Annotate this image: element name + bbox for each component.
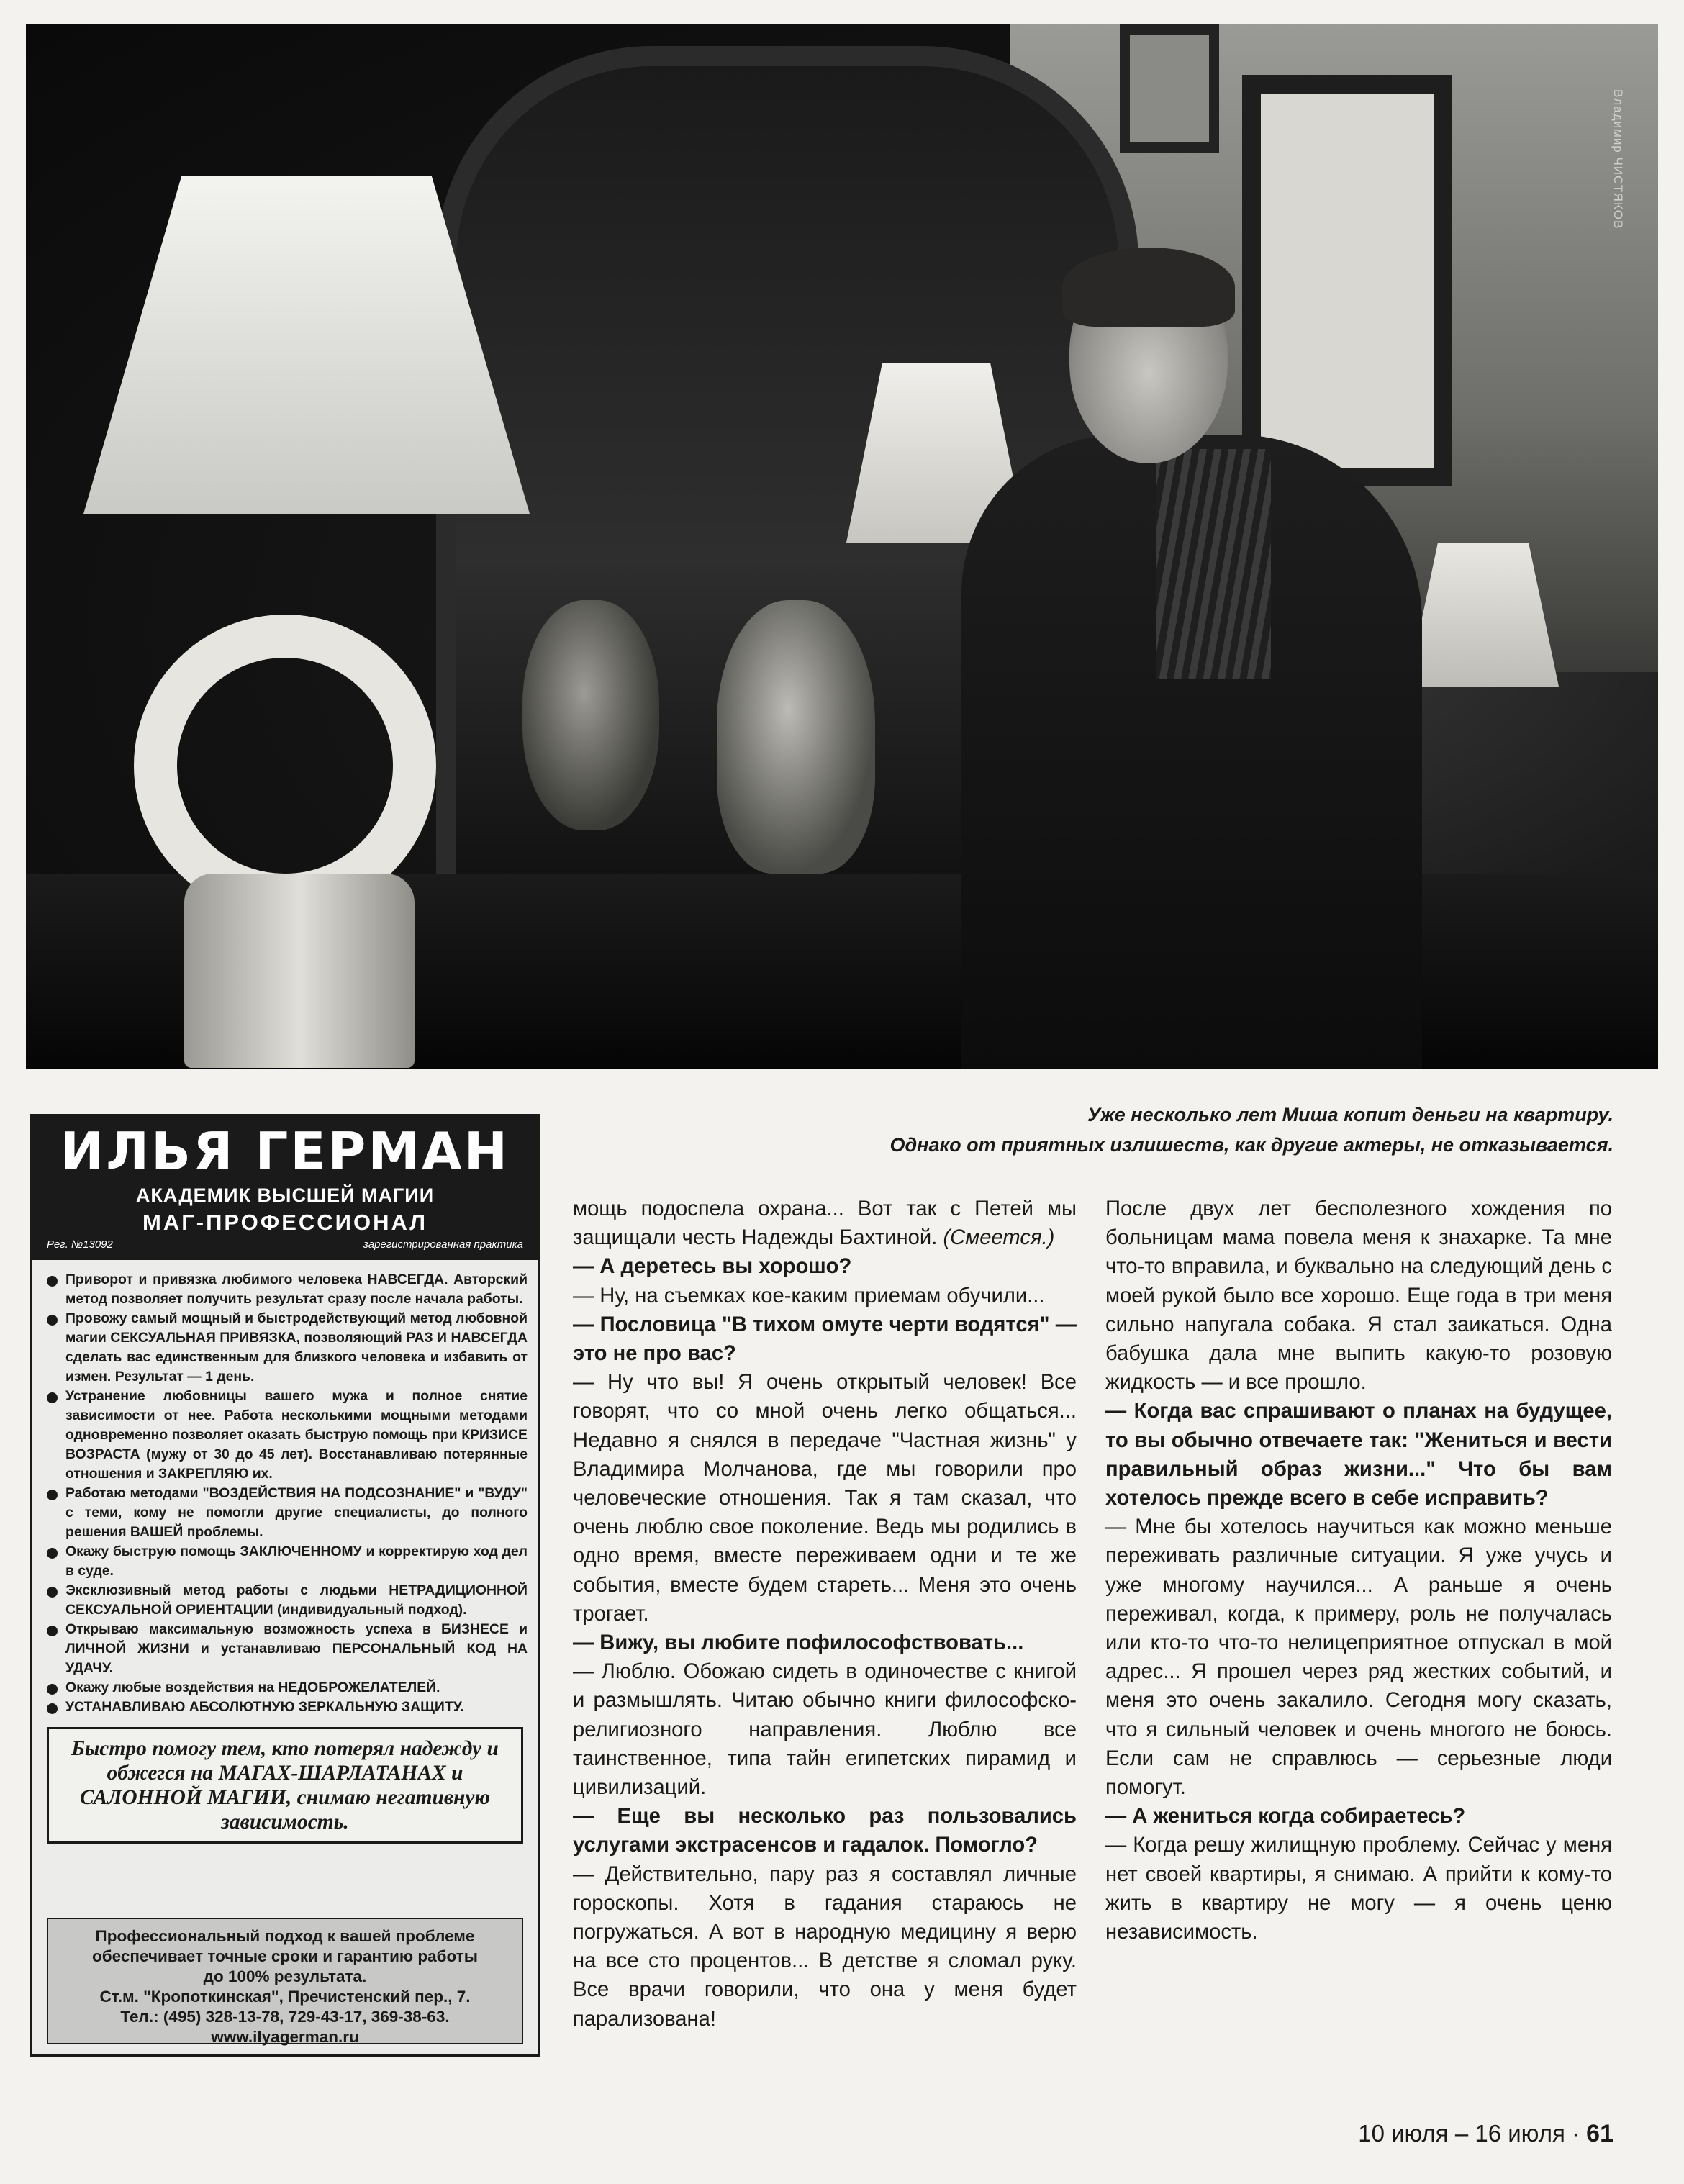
caption-line-2: Однако от приятных излишеств, как другие актеры, не отказывается. (889, 1134, 1613, 1156)
stage-direction: (Смеется.) (943, 1226, 1055, 1250)
ad-phones: Тел.: (495) 328-13-78, 729-43-17, 369-38-63. (120, 2008, 450, 2026)
photo-lamp-ring (134, 615, 436, 917)
photo-lamp-base (184, 874, 415, 1068)
ad-address: Ст.м. "Кропоткинская", Пречистенский пер., 7. (99, 1988, 471, 2006)
page-footer (1358, 2120, 1613, 2148)
ad-service-list (32, 1270, 538, 1717)
answer: — Ну, на съемках кое-каким приемам обучили... (573, 1284, 1045, 1308)
ad-service-item: Приворот и привязка любимого человека НАВСЕГДА. Авторский метод позволяет получить результат сразу после начала работы. (44, 1270, 528, 1309)
article-column-2 (1105, 1195, 1612, 1947)
question: — Еще вы несколько раз пользовались услугами экстрасенсов и гадалок. Помогло? (573, 1805, 1077, 1857)
ad-service-item: Эксклюзивный метод работы с людьми НЕТРАДИЦИОННОЙ СЕКСУАЛЬНОЙ ОРИЕНТАЦИИ (индивидуальный подход). (44, 1581, 528, 1620)
answer: — Мне бы хотелось научиться как можно меньше переживать различные ситуации. Я уже учусь и уже многому научился... А раньше я очень переживал, когда, к примеру, роль не получалась или кто-то что-то нелицеприятное отпускал в мой адрес... Я прошел через ряд жестких событий, и меня это очень закалило. Сегодня могу сказать, что я сильный человек и очень многого не боюсь. Если сам не справлюсь — серьезные люди помогут. (1105, 1515, 1612, 1800)
ad-contact-line: обеспечивает точные сроки и гарантию работы (92, 1947, 478, 1965)
ad-service-item: Окажу быструю помощь ЗАКЛЮЧЕННОМУ и корректирую ход дел в суде. (44, 1542, 528, 1581)
ad-website: www.ilyagerman.ru (211, 2028, 359, 2046)
question: — А жениться когда собираетесь? (1105, 1805, 1466, 1829)
paragraph (573, 1195, 1077, 1252)
photo-credit: Владимир ЧИСТЯКОВ (1611, 89, 1625, 230)
photo-small-frame (1120, 24, 1219, 153)
page-number: 61 (1586, 2120, 1613, 2147)
ad-service-item: Устранение любовницы вашего мужа и полное снятие зависимости от нее. Работа несколькими мощными методами одновременно позволяет оказать быструю помощь при КРИЗИСЕ ВОЗРАСТА (мужу от 30 до 45 лет). Восстанавливаю потерянные отношения и ЗАКРЕПЛЯЮ их. (44, 1387, 528, 1484)
answer: — Действительно, пару раз я составлял личные гороскопы. Хотя в гадания стараюсь не погружаться. А вот в народную медицину я верю на все сто процентов... В детстве я сломал руку. Все врачи говорили, что она у меня будет парализована! (573, 1862, 1077, 2031)
answer: — Люблю. Обожаю сидеть в одиночестве с книгой и размышлять. Читаю обычно книги философско-религиозного направления. Люблю все таинственное, типа тайн египетских пирамид и цивилизаций. (573, 1660, 1077, 1800)
ad-subtitle-1: АКАДЕМИК ВЫСШЕЙ МАГИИ (135, 1184, 435, 1206)
question: — Когда вас спрашивают о планах на будущее, то вы обычно отвечаете так: "Жениться и вести правильный образ жизни..." Что бы вам хотелось прежде всего в себе исправить? (1105, 1400, 1612, 1510)
question: — Вижу, вы любите пофилософствовать... (573, 1631, 1024, 1655)
ad-service-item: УСТАНАВЛИВАЮ АБСОЛЮТНУЮ ЗЕРКАЛЬНУЮ ЗАЩИТУ. (44, 1698, 528, 1717)
ad-contact-line: до 100% результата. (203, 1967, 367, 1985)
question: — А деретесь вы хорошо? (573, 1255, 852, 1279)
photo-vase-reflection (522, 600, 659, 830)
photo-caption (678, 1100, 1613, 1160)
ad-contact-box (47, 1918, 523, 2044)
caption-line-1: Уже несколько лет Миша копит деньги на квартиру. (1087, 1104, 1613, 1125)
paragraph-text: мощь подоспела охрана... Вот так с Петей мы защищали честь Надежды Бахтиной. (573, 1197, 1077, 1250)
ad-subtitle-2: МАГ-ПРОФЕССИОНАЛ (142, 1210, 427, 1235)
ad-service-item: Работаю методами "ВОЗДЕЙСТВИЯ НА ПОДСОЗНАНИЕ" и "ВУДУ" с теми, кому не помогли другие специалисты, до полного решения ВАШЕЙ проблемы. (44, 1484, 528, 1542)
article-column-1 (573, 1195, 1077, 2034)
article-photo (26, 24, 1658, 1069)
ad-practice: зарегистрированная практика (363, 1238, 523, 1251)
advertisement (30, 1114, 540, 2057)
ad-service-item: Окажу любые воздействия на НЕДОБРОЖЕЛАТЕЛЕЙ. (44, 1678, 528, 1698)
question: — Пословица "В тихом омуте черти водятся" — это не про вас? (573, 1313, 1077, 1366)
ad-reg-row (32, 1237, 538, 1253)
ad-service-item: Открываю максимальную возможность успеха в БИЗНЕСЕ и ЛИЧНОЙ ЖИЗНИ и устанавливаю ПЕРСОНАЛЬНЫЙ КОД НА УДАЧУ. (44, 1620, 528, 1678)
ad-contact-line: Профессиональный подход к вашей проблеме (95, 1927, 475, 1945)
person-hair (1062, 248, 1235, 327)
ad-name: ИЛЬЯ ГЕРМАН (60, 1121, 510, 1182)
answer: — Ну что вы! Я очень открытый человек! Все говорят, что со мной очень легко общаться... Недавно я снялся в передаче "Частная жизнь" у Владимира Молчанова, где мы говорили про человеческие отношения. Так я там сказал, что очень люблю свое поколение. Ведь мы родились в одно время, вместе переживаем одни и те же события, вместе будем стареть... Меня это очень трогает. (573, 1371, 1077, 1626)
answer: — Когда решу жилищную проблему. Сейчас у меня нет своей квартиры, я снимаю. А прийти к кому-то жить в квартиру не могу — я очень ценю независимость. (1105, 1834, 1612, 1944)
photo-vase (717, 600, 875, 874)
ad-callout: Быстро помогу тем, кто потерял надежду и обжегся на МАГАХ-ШАРЛАТАНАХ и САЛОННОЙ МАГИИ, снимаю негативную зависимость. (47, 1727, 523, 1844)
ad-service-item: Провожу самый мощный и быстродействующий метод любовной магии СЕКСУАЛЬНАЯ ПРИВЯЗКА, позволяющий РАЗ И НАВСЕГДА сделать вас единственным для близкого человека и избавить от измен. Результат — 1 день. (44, 1309, 528, 1387)
footer-separator: · (1572, 2120, 1580, 2147)
issue-dates: 10 июля – 16 июля (1358, 2120, 1565, 2147)
ad-header (32, 1116, 538, 1260)
person-shirt (1156, 449, 1271, 679)
paragraph: После двух лет бесполезного хождения по больницам мама повела меня к знахарке. Та мне что-то вправила, и буквально на следующий день с моей рукой было все хорошо. Еще года в три меня сильно напугала собака. Я стал заикаться. Одна бабушка дала мне выпить какую-то розовую жидкость — и все прошло. (1105, 1197, 1612, 1395)
ad-reg-number: Рег. №13092 (47, 1238, 113, 1251)
photo-person (961, 262, 1422, 1069)
